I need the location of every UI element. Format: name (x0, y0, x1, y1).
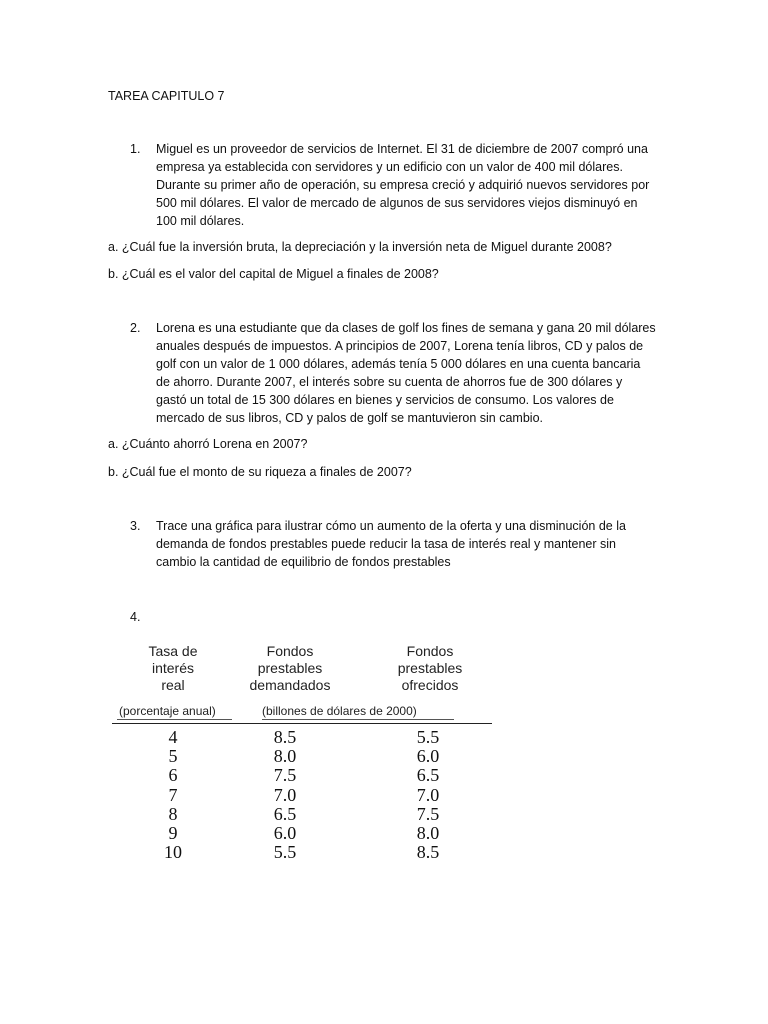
table-row (112, 786, 492, 805)
cell-supplied: 6.5 (416, 765, 440, 786)
table-row (112, 805, 492, 824)
problem-number: 3. (130, 519, 141, 533)
cell-demanded: 8.0 (273, 746, 297, 767)
cell-supplied: 7.0 (416, 784, 440, 805)
problem-text: Trace una gráfica para ilustrar cómo un aumento de la oferta y una disminución de la demanda de fondos prestables puede reducir la tasa de interés real y mantener sin cambio la cantidad de equilibrio de fondos prestables (156, 519, 626, 569)
table-header-rule (112, 723, 492, 724)
header-line: prestables (257, 660, 323, 676)
table-body (112, 728, 492, 862)
cell-demanded: 7.0 (273, 784, 297, 805)
cell-supplied: 7.5 (416, 803, 440, 824)
problem-number: 4. (130, 610, 141, 624)
header-line: Fondos (266, 643, 314, 659)
cell-interest-rate: 10 (164, 842, 182, 863)
problem-text: Lorena es una estudiante que da clases de golf los fines de semana y gana 20 mil dólares anuales después de impuestos. A principios de 2007, Lorena tenía libros, CD y palos de golf con un valor de 1 000 dólares, además tenía 5 000 dólares en una cuenta bancaria de ahorro. Durante 2007, el interés sobre su cuenta de ahorros fue de 300 dólares y gastó un total de 15 300 dólares en bienes y servicios de consumo. Los valores de mercado de sus libros, CD y palos de golf se mantuvieron sin cambio. (156, 321, 656, 425)
table-row (112, 728, 492, 747)
document-title: TAREA CAPITULO 7 (108, 89, 225, 103)
cell-demanded: 6.5 (273, 803, 297, 824)
question-2b: b. ¿Cuál fue el monto de su riqueza a finales de 2007? (108, 465, 412, 479)
cell-demanded: 5.5 (273, 842, 297, 863)
cell-interest-rate: 8 (168, 803, 178, 824)
problem-number: 1. (130, 142, 141, 156)
cell-supplied: 8.0 (416, 822, 440, 843)
cell-demanded: 6.0 (273, 822, 297, 843)
cell-interest-rate: 7 (168, 784, 178, 805)
table-row (112, 824, 492, 843)
header-line: interés (151, 660, 195, 676)
problem-text: Miguel es un proveedor de servicios de Internet. El 31 de diciembre de 2007 compró una empresa ya establecida con servidores y un edificio con un valor de 400 mil dólares. Durante su primer año de operación, su empresa creció y adquirió nuevos servidores por 500 mil dólares. El valor de mercado de algunos de sus servidores viejos disminuyó en 100 mil dólares. (156, 142, 650, 228)
header-line: prestables (397, 660, 463, 676)
unit-percent-annual: (porcentaje anual) (119, 704, 216, 718)
cell-demanded: 7.5 (273, 765, 297, 786)
header-line: Tasa de (148, 643, 198, 659)
problem-number: 2. (130, 321, 141, 335)
question-2a: a. ¿Cuánto ahorró Lorena en 2007? (108, 437, 308, 451)
header-interest-rate (112, 643, 234, 694)
table-row (112, 747, 492, 766)
header-funds-demanded (240, 643, 340, 694)
table-row (112, 843, 492, 862)
cell-supplied: 8.5 (416, 842, 440, 863)
cell-interest-rate: 9 (168, 822, 178, 843)
header-line: demandados (249, 677, 331, 693)
unit-underline (117, 719, 232, 720)
question-1b: b. ¿Cuál es el valor del capital de Miguel a finales de 2008? (108, 267, 439, 281)
question-1a: a. ¿Cuál fue la inversión bruta, la depreciación y la inversión neta de Miguel durante 2008? (108, 240, 612, 254)
cell-interest-rate: 5 (168, 746, 178, 767)
cell-interest-rate: 6 (168, 765, 178, 786)
unit-underline (262, 719, 454, 720)
table-row (112, 766, 492, 785)
header-line: real (161, 677, 185, 693)
cell-interest-rate: 4 (168, 727, 178, 747)
cell-supplied: 6.0 (416, 746, 440, 767)
unit-billions-dollars: (billones de dólares de 2000) (262, 704, 417, 718)
header-line: Fondos (406, 643, 454, 659)
cell-supplied: 5.5 (416, 727, 440, 747)
header-line: ofrecidos (401, 677, 459, 693)
cell-demanded: 8.5 (273, 727, 297, 747)
header-funds-supplied (380, 643, 480, 694)
